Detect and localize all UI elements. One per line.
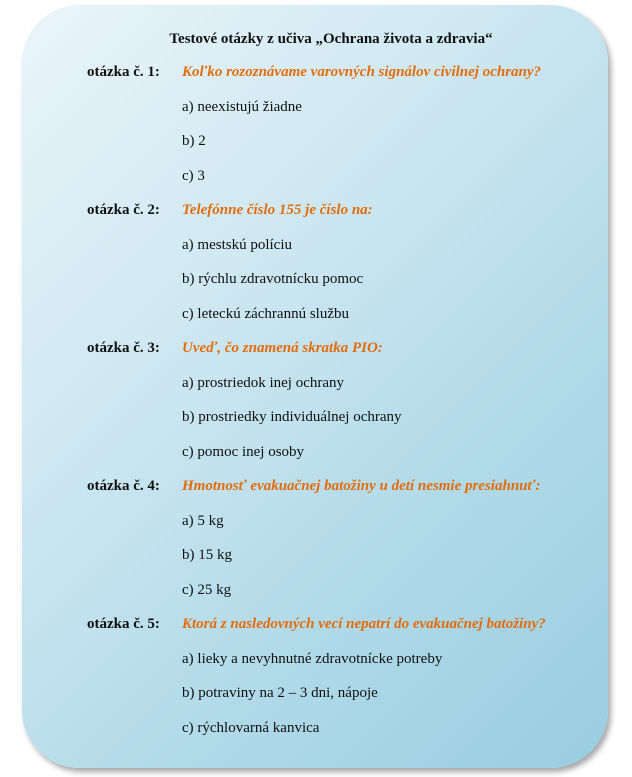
question-4-answer-a: a) 5 kg [182,513,224,529]
question-1-text: Koľko rozoznávame varovných signálov civilnej ochrany? [182,64,542,80]
question-3-answer-b: b) prostriedky individuálnej ochrany [182,409,402,425]
question-5-answer-c: c) rýchlovarná kanvica [182,720,320,736]
question-4-label: otázka č. 4: [87,478,160,494]
question-4-text: Hmotnosť evakuačnej batožiny u detí nesmie presiahnuť: [182,478,541,494]
question-3-label: otázka č. 3: [87,340,160,356]
question-4-answer-b: b) 15 kg [182,547,232,563]
question-4-answer-c: c) 25 kg [182,582,232,598]
question-5-text: Ktorá z nasledovných vecí nepatrí do evakuačnej batožiny? [182,616,546,632]
question-2-label: otázka č. 2: [87,202,160,218]
question-2-answer-a: a) mestskú políciu [182,237,292,253]
question-1-answer-b: b) 2 [182,133,206,149]
question-1-answer-a: a) neexistujú žiadne [182,99,302,115]
question-3-answer-a: a) prostriedok inej ochrany [182,375,345,391]
question-5-answer-a: a) lieky a nevyhnutné zdravotnícke potreby [182,651,443,667]
question-5-answer-b: b) potraviny na 2 – 3 dni, nápoje [182,685,378,701]
question-1-answer-c: c) 3 [182,168,205,184]
question-2-text: Telefónne číslo 155 je číslo na: [182,202,373,218]
question-2-answer-c: c) leteckú záchrannú službu [182,306,349,322]
page-title: Testové otázky z učiva „Ochrana života a zdravia“ [169,31,493,47]
question-2-answer-b: b) rýchlu zdravotnícku pomoc [182,271,364,287]
question-3-answer-c: c) pomoc inej osoby [182,444,305,460]
question-3-text: Uveď, čo znamená skratka PIO: [182,340,383,356]
question-1-label: otázka č. 1: [87,64,160,80]
question-5-label: otázka č. 5: [87,616,160,632]
